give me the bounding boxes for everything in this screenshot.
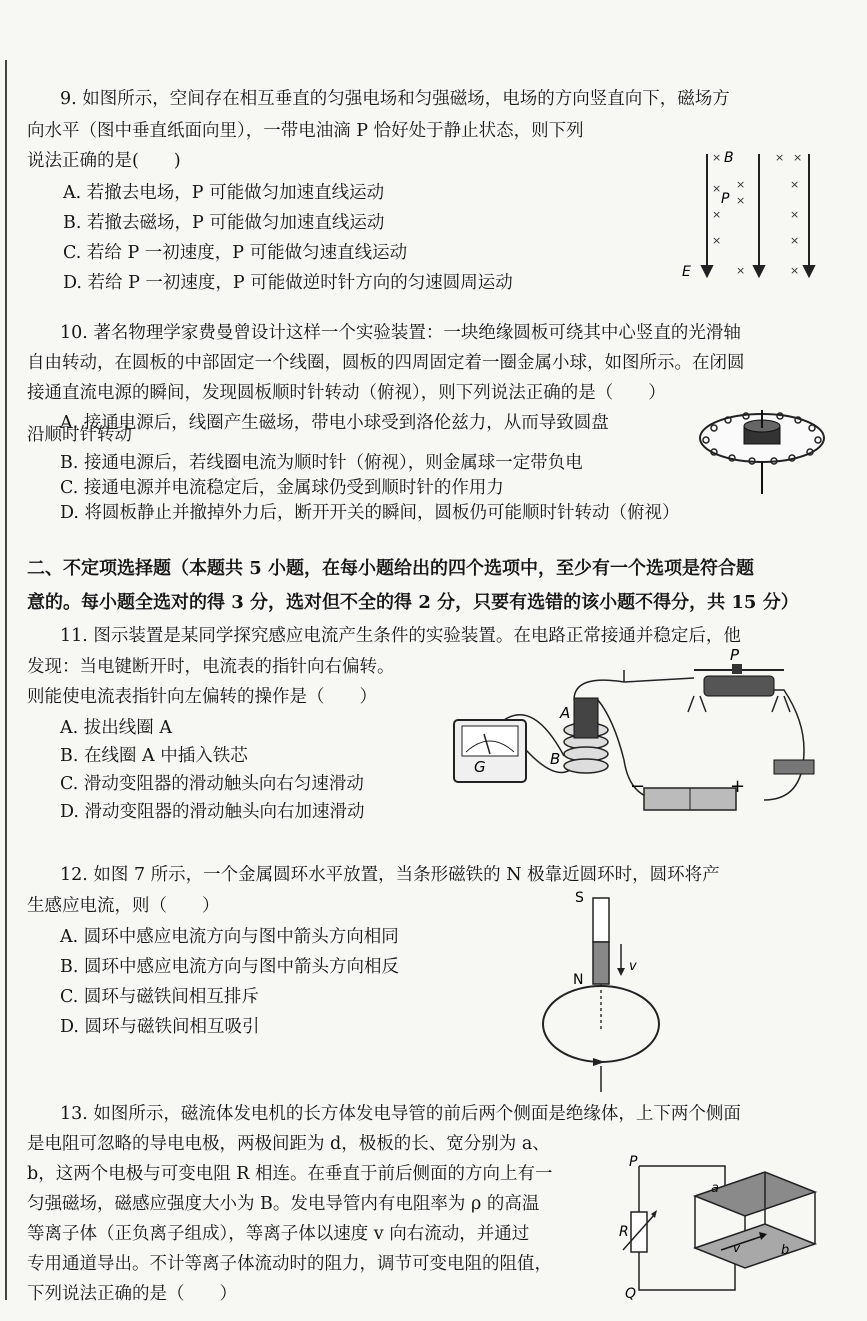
q10-option-c: C. 接通电源并电流稳定后，金属球仍受到顺时针的作用力 xyxy=(60,478,504,498)
svg-text:×: × xyxy=(736,194,746,207)
svg-text:×: × xyxy=(790,208,800,221)
q11-b-label: B xyxy=(550,750,561,768)
q10-option-d: D. 将圆板静止并撤掉外力后，断开开关的瞬间，圆板仍可能顺时针转动（俯视） xyxy=(60,503,680,523)
q13-stem-line-3: b，这两个电极与可变电阻 R 相连。在垂直于前后侧面的方向上有一 xyxy=(27,1164,553,1184)
svg-text:×: × xyxy=(790,234,800,247)
svg-text:×: × xyxy=(712,182,722,195)
q13-stem-line-6: 专用通道导出。不计等离子体流动时的阻力，调节可变电阻的阻值， xyxy=(27,1254,552,1274)
svg-text:×: × xyxy=(793,151,803,164)
q9-stem-line-3: 说法正确的是( ) xyxy=(27,151,181,171)
q11-stem-line-2: 发现：当电键断开时，电流表的指针向右偏转。 xyxy=(27,657,395,677)
section-2-heading-line-1: 二、不定项选择题（本题共 5 小题，在每小题给出的四个选项中，至少有一个选项是符合题 xyxy=(27,558,755,579)
q13-stem-line-5: 等离子体（正负离子组成），等离子体以速度 v 向右流动，并通过 xyxy=(27,1224,530,1244)
q11-option-b: B. 在线圈 A 中插入铁芯 xyxy=(60,746,248,766)
q10-disk-figure xyxy=(692,400,832,496)
q12-n-label: N xyxy=(573,972,584,988)
q13-v-label: v xyxy=(733,1241,741,1255)
q13-a-label: a xyxy=(711,1181,719,1196)
q12-s-label: S xyxy=(575,890,584,906)
q12-v-label: v xyxy=(629,959,637,974)
q10-stem-line-3: 接通直流电源的瞬间，发现圆板顺时针转动（俯视），则下列说法正确的是（ ） xyxy=(27,383,666,403)
q11-option-c: C. 滑动变阻器的滑动触头向右匀速滑动 xyxy=(60,774,364,794)
q11-a-label: A xyxy=(560,704,571,722)
q11-circuit-figure xyxy=(444,646,824,830)
q13-stem-line-2: 是电阻可忽略的导电电极，两极间距为 d，极板的长、宽分别为 a、 xyxy=(27,1134,550,1154)
q11-plus-label: + xyxy=(730,776,746,797)
q11-minus-label: − xyxy=(630,776,646,797)
q12-option-d: D. 圆环与磁铁间相互吸引 xyxy=(60,1017,260,1037)
svg-text:×: × xyxy=(790,264,800,277)
q11-p-label: P xyxy=(730,646,740,664)
q11-g-label: G xyxy=(474,758,486,776)
q9-stem-line-2: 向水平（图中垂直纸面向里），一带电油滴 P 恰好处于静止状态，则下列 xyxy=(27,121,584,141)
q9-stem-line-1: 9. 如图所示，空间存在相互垂直的匀强电场和匀强磁场，电场的方向竖直向下，磁场方 xyxy=(60,89,730,109)
q10-stem-line-2: 自由转动，在圆板的中部固定一个线圈，圆板的四周固定着一圈金属小球，如图所示。在闭圆 xyxy=(27,353,745,373)
svg-text:×: × xyxy=(736,178,746,191)
q12-option-a: A. 圆环中感应电流方向与图中箭头方向相同 xyxy=(60,927,399,947)
q12-option-c: C. 圆环与磁铁间相互排斥 xyxy=(60,987,259,1007)
q11-option-d: D. 滑动变阻器的滑动触头向右加速滑动 xyxy=(60,802,365,822)
q13-r-label: R xyxy=(619,1224,629,1240)
q12-option-b: B. 圆环中感应电流方向与图中箭头方向相反 xyxy=(60,957,399,977)
q13-stem-line-7: 下列说法正确的是（ ） xyxy=(27,1284,237,1304)
q9-option-b: B. 若撤去磁场，P 可能做匀加速直线运动 xyxy=(63,213,385,233)
q13-p-label: P xyxy=(629,1154,638,1170)
q11-stem-line-3: 则能使电流表指针向左偏转的操作是（ ） xyxy=(27,687,377,707)
q11-option-a: A. 拔出线圈 A xyxy=(60,718,172,738)
q9-option-a: A. 若撤去电场，P 可能做匀加速直线运动 xyxy=(63,183,385,203)
svg-text:×: × xyxy=(712,234,722,247)
q12-stem-line-1: 12. 如图 7 所示，一个金属圆环水平放置，当条形磁铁的 N 极靠近圆环时，圆环将产 xyxy=(60,865,720,885)
q9-field-figure xyxy=(680,148,820,288)
svg-text:×: × xyxy=(712,208,722,221)
q9-b-label: B xyxy=(724,150,734,166)
q9-option-c: C. 若给 P 一初速度，P 可能做匀速直线运动 xyxy=(63,243,408,263)
q10-option-a-line-2: 沿顺时针转动 xyxy=(27,425,132,445)
q9-e-label: E xyxy=(682,264,691,280)
q12-stem-line-2: 生感应电流，则（ ） xyxy=(27,896,220,916)
q12-magnet-ring-figure xyxy=(535,888,675,1098)
q13-stem-line-4: 匀强磁场，磁感应强度大小为 B。发电导管内有电阻率为 ρ 的高温 xyxy=(27,1194,540,1214)
section-2-heading-line-2: 意的。每小题全选对的得 3 分，选对但不全的得 2 分，只要有选错的该小题不得分，共 15 分） xyxy=(27,592,799,613)
q10-option-b: B. 接通电源后，若线圈电流为顺时针（俯视），则金属球一定带负电 xyxy=(60,453,583,473)
page-edge xyxy=(5,60,7,1300)
svg-text:×: × xyxy=(736,264,746,277)
q11-stem-line-1: 11. 图示装置是某同学探究感应电流产生条件的实验装置。在电路正常接通并稳定后，他 xyxy=(60,626,741,646)
q13-stem-line-1: 13. 如图所示，磁流体发电机的长方体发电导管的前后两个侧面是绝缘体，上下两个侧面 xyxy=(60,1104,741,1124)
q9-p-label: P xyxy=(721,191,730,207)
q10-option-a-line-1: A. 接通电源后，线圈产生磁场，带电小球受到洛伦兹力，从而导致圆盘 xyxy=(60,413,609,433)
svg-text:×: × xyxy=(775,151,785,164)
svg-text:×: × xyxy=(790,178,800,191)
q10-stem-line-1: 10. 著名物理学家费曼曾设计这样一个实验装置：一块绝缘圆板可绕其中心竖直的光滑轴 xyxy=(60,323,741,343)
q13-generator-figure xyxy=(615,1152,825,1302)
q9-option-d: D. 若给 P 一初速度，P 可能做逆时针方向的匀速圆周运动 xyxy=(63,273,513,293)
q13-b-label: b xyxy=(781,1243,790,1258)
q13-q-label: Q xyxy=(625,1286,637,1302)
svg-text:×: × xyxy=(712,151,722,164)
